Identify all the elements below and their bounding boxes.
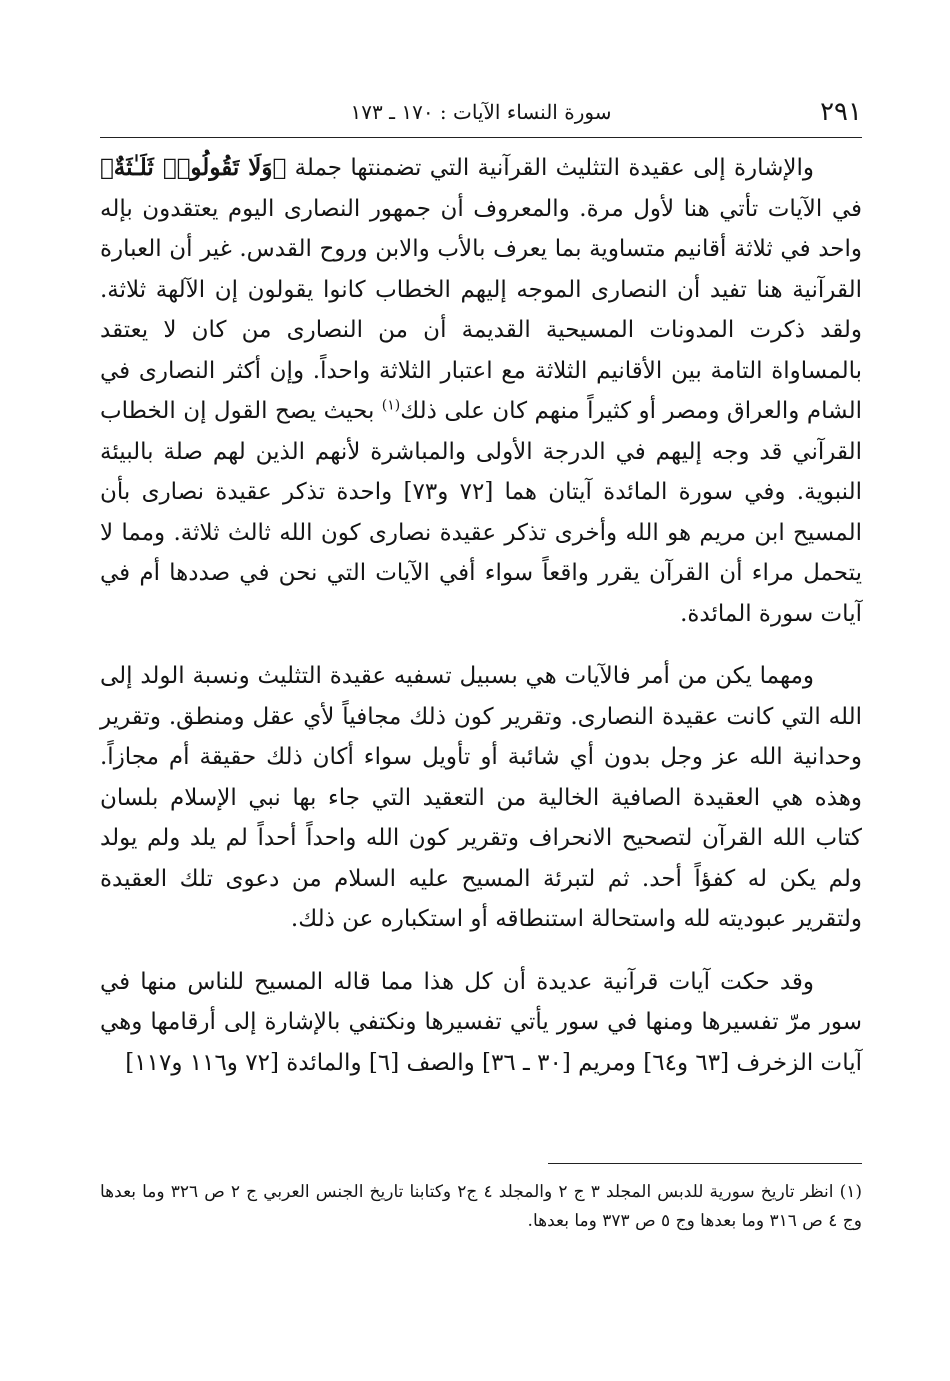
footnote-rule bbox=[548, 1163, 862, 1164]
paragraph-1 bbox=[100, 148, 862, 634]
paragraph-3: وقد حكت آيات قرآنية عديدة أن كل هذا مما قاله المسيح للناس منها في سور مرّ تفسيرها ومنها في سور يأتي تفسيرها ونكتفي بالإشارة إلى أرقامها وهي آيات الزخرف [٦٣ و٦٤] ومريم [٣٠ ـ ٣٦] والصف [٦] والمائدة [٧٢ و١١٦ و١١٧] bbox=[100, 968, 862, 1076]
paragraph-1-text-a: والإشارة إلى عقيدة التثليث القرآنية التي تضمنتها جملة bbox=[286, 155, 815, 181]
paragraph-1-text-c: بحيث يصح القول إن الخطاب القرآني قد وجه إليهم في الدرجة الأولى والمباشرة لأنهم الذين لهم صلة بالبيئة النبوية. وفي سورة المائدة آيتان هما [٧٢ و٧٣] واحدة تذكر عقيدة نصارى بأن المسيح ابن مريم هو الله وأخرى تذكر عقيدة نصارى كون الله ثالث ثلاثة. ومما لا يتحمل مراء أن القرآن يقرر واقعاً سواء أفي الآيات التي نحن في صددها أم في آيات سورة المائدة. bbox=[100, 398, 863, 627]
page-header bbox=[100, 92, 862, 132]
page-number: ٢٩١ bbox=[820, 97, 862, 127]
running-title: سورة النساء الآيات : ١٧٠ ـ ١٧٣ bbox=[350, 100, 612, 124]
footnote-reference[interactable]: (١) bbox=[381, 397, 401, 414]
paragraph-1-text-b: في الآيات تأتي هنا لأول مرة. والمعروف أن جمهور النصارى اليوم يعتقدون بإله واحد في ثلاثة أقانيم متساوية بما يعرف بالأب والابن وروح القدس. غير أن العبارة القرآنية هنا تفيد أن النصارى الموجه إليهم الخطاب كانوا يقولون إن الآلهة ثلاثة. ولقد ذكرت المدونات المسيحية القديمة أن من النصارى من كان لا يعتقد بالمساواة التامة بين الأقانيم الثلاثة مع اعتبار الثلاثة واحداً. وإن أكثر النصارى في الشام والعراق ومصر أو كثيراً منهم كان على ذلك bbox=[100, 195, 863, 424]
main-text bbox=[100, 148, 862, 1083]
paragraph-2: ومهما يكن من أمر فالآيات هي بسبيل تسفيه عقيدة التثليث ونسبة الولد إلى الله التي كانت عقيدة النصارى. وتقرير كون ذلك مجافياً لأي عقل ومنطق. وتقرير وحدانية الله عز وجل بدون أي شائبة أو تأويل سواء أكان ذلك حقيقة أم مجازاً. وهذه هي العقيدة الصافية الخالية من التعقيد التي جاء بها نبي الإسلام بلسان كتاب الله القرآن لتصحيح الانحراف وتقرير كون الله واحداً أحداً لم يلد ولم يولد ولم يكن له كفؤاً أحد. ثم لتبرئة المسيح عليه السلام من دعوى تلك العقيدة ولتقرير عبوديته لله واستحالة استنطاقه أو استكباره عن ذلك. bbox=[100, 663, 862, 932]
quran-quote: ﴿وَلَا تَقُولُوا۟ ثَلَـٰثَةٌ﴾ bbox=[100, 154, 287, 181]
footnote: (١) انظر تاريخ سورية للدبس المجلد ٣ ج ٢ والمجلد ٤ ج٢ وكتابنا تاريخ الجنس العربي ج ٢ ص ٣٢٦ وما بعدها وج ٤ ص ٣١٦ وما بعدها وج ٥ ص ٣٧٣ وما بعدها. bbox=[100, 1182, 862, 1231]
header-rule bbox=[100, 137, 862, 138]
